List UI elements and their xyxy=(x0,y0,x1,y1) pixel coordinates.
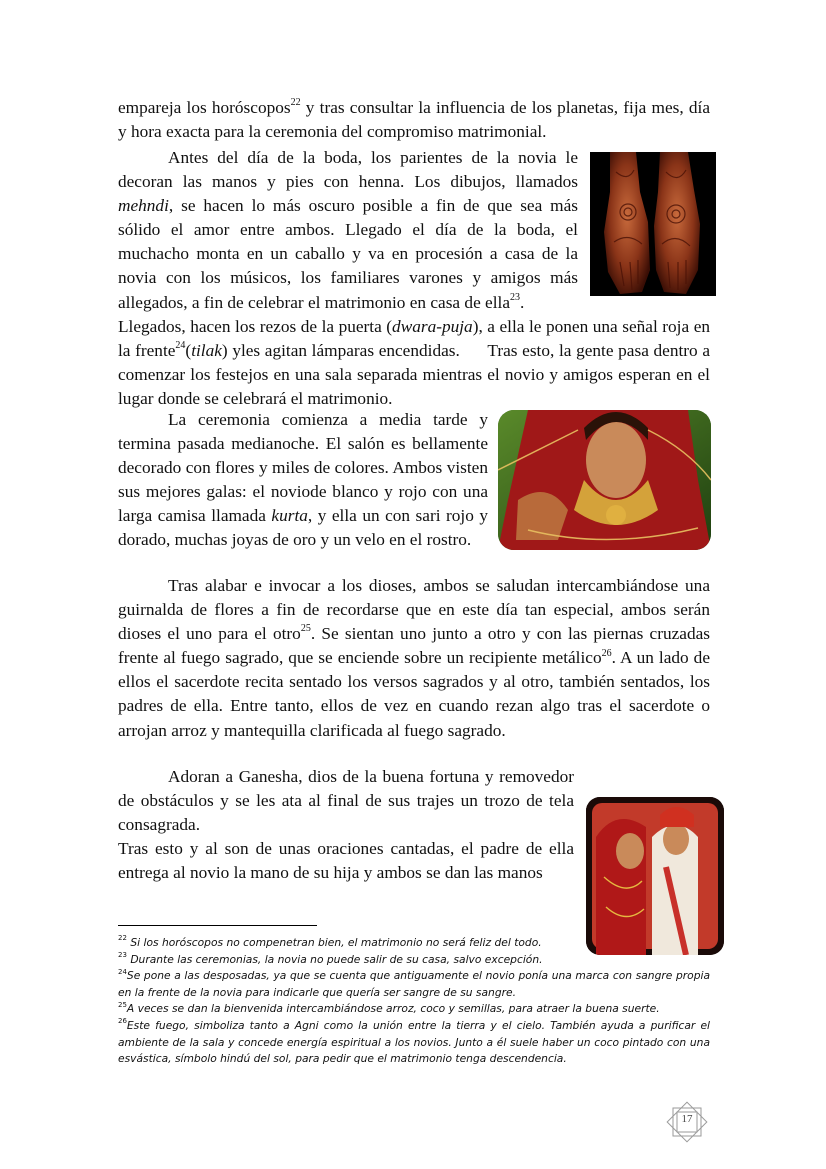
text-run: empareja los horóscopos xyxy=(118,98,291,117)
text-run: Antes del día de la boda, los parientes de la novia le decoran las manos y pies con henna. Los dibujos, llamados xyxy=(118,148,578,192)
page-number-badge xyxy=(665,1100,709,1144)
page-number: 17 xyxy=(681,1113,693,1125)
footnote-text: A veces se dan la bienvenida intercambiándose arroz, coco y semillas, para atraer la buena suerte. xyxy=(126,1002,660,1016)
footnote-ref-24[interactable]: 24 xyxy=(175,339,186,351)
footnote-24 xyxy=(118,968,710,1001)
text-run: Tras alabar e invocar a los dioses, ambos se saludan intercambiándose una guirnalda de flores a fin de recordarse que en este día tan especial, ambos serán dioses el uno para el otro xyxy=(118,576,710,644)
footnote-number: 22 xyxy=(118,934,127,943)
paragraph-1 xyxy=(118,96,710,144)
footnote-ref-26[interactable]: 26 xyxy=(601,647,612,659)
paragraph-3 xyxy=(118,408,488,553)
footnote-text: Si los horóscopos no compenetran bien, el matrimonio no será feliz del todo. xyxy=(126,936,542,949)
footnote-ref-25[interactable]: 25 xyxy=(300,623,311,635)
italic-term-tilak: tilak xyxy=(191,340,222,360)
footnote-separator xyxy=(118,925,317,926)
couple-photo xyxy=(586,797,724,955)
text-run: ) yles agitan lámparas encendidas. Tras esto, la gente pasa dentro a comenzar los festejos en una sala separada mientras el novio y amigos esperan en el lugar donde se celebrará el matrimonio. xyxy=(118,340,715,408)
footnote-number: 26 xyxy=(118,1017,127,1026)
bride-portrait-photo xyxy=(498,410,711,550)
henna-hands-photo xyxy=(590,152,716,296)
footnote-number: 24 xyxy=(118,967,127,976)
italic-term-dwara-puja: dwara-puja xyxy=(392,316,473,336)
footnote-23 xyxy=(118,952,710,969)
footnote-text: Este fuego, simboliza tanto a Agni como la unión entre la tierra y el cielo. También ayuda a purificar el ambiente de la sala y concede energía espiritual a los novios. Junto a él suele haber un coco pintado con una esvástica, símbolo hindú del sol, para pedir que el matrimonio tenga descendencia. xyxy=(118,1018,710,1066)
footnote-ref-22[interactable]: 22 xyxy=(290,97,301,109)
text-run: . A un lado de ellos el sacerdote recita sentado los versos sagrados y al otro, también sentados, los padres de ella. Entre tanto, ellos de vez en cuando rezan algo tras el sacerdote o arrojan arroz y mantequilla clarificada al fuego sagrado. xyxy=(118,648,710,740)
footnote-number: 25 xyxy=(118,1000,127,1009)
text-run: ( xyxy=(185,340,192,360)
text-run: Tras esto y al son de unas oraciones cantadas, el padre de ella entrega al novio la mano de su hija y ambos se dan las manos xyxy=(118,839,574,883)
footnote-text: Se pone a las desposadas, ya que se cuenta que antiguamente el novio ponía una marca con sangre propia en la frente de la novia para indicarle que quería ser sangre de su sangre. xyxy=(118,969,710,999)
text-run: , se hacen lo más oscuro posible a fin de que sea más sólido el amor entre ambos. Llegado el día de la boda, el muchacho monta en un caballo y va en procesión a casa de la novia con los músicos, los familiares varones y amigos más allegados, a fin de celebrar el matrimonio en casa de ella xyxy=(118,196,578,312)
footnotes xyxy=(118,935,710,1068)
text-run: Adoran a Ganesha, dios de la buena fortuna y removedor de obstáculos y se les ata al final de sus trajes un trozo de tela consagrada. xyxy=(118,767,574,835)
footnote-22 xyxy=(118,935,710,952)
henna-hands-image xyxy=(590,152,716,296)
footnote-number: 23 xyxy=(118,951,127,960)
text-run: . Se sientan uno junto a otro y con las piernas cruzadas frente al fuego sagrado, que se enciende sobre un recipiente metálico xyxy=(118,624,710,668)
footnote-ref-23[interactable]: 23 xyxy=(510,291,521,303)
text-run: . xyxy=(520,292,525,312)
footnote-25 xyxy=(118,1001,710,1018)
text-run: , y ella un con sari rojo y dorado, muchas joyas de oro y un velo en el rostro. xyxy=(118,506,488,550)
couple-image xyxy=(586,797,724,955)
italic-term-kurta: kurta xyxy=(271,506,308,526)
footnote-text: Durante las ceremonias, la novia no puede salir de su casa, salvo excepción. xyxy=(126,952,543,966)
footnote-26 xyxy=(118,1018,710,1068)
paragraph-4 xyxy=(118,574,710,743)
text-run: ), a ella le ponen una señal roja en la frente xyxy=(118,316,711,360)
text-run: y tras consultar la influencia de los planetas, fija mes, día y hora exacta para la ceremonia del compromiso matrimonial. xyxy=(118,98,710,142)
bride-portrait-image xyxy=(498,410,711,550)
italic-term-mehndi: mehndi xyxy=(118,196,169,216)
text-run: La ceremonia comienza a media tarde y termina pasada medianoche. El salón es bellamente decorado con flores y miles de colores. Ambos visten sus mejores galas: el noviode blanco y rojo con una larga camisa llamada xyxy=(118,410,488,526)
text-run: Llegados, hacen los rezos de la puerta ( xyxy=(118,316,393,336)
